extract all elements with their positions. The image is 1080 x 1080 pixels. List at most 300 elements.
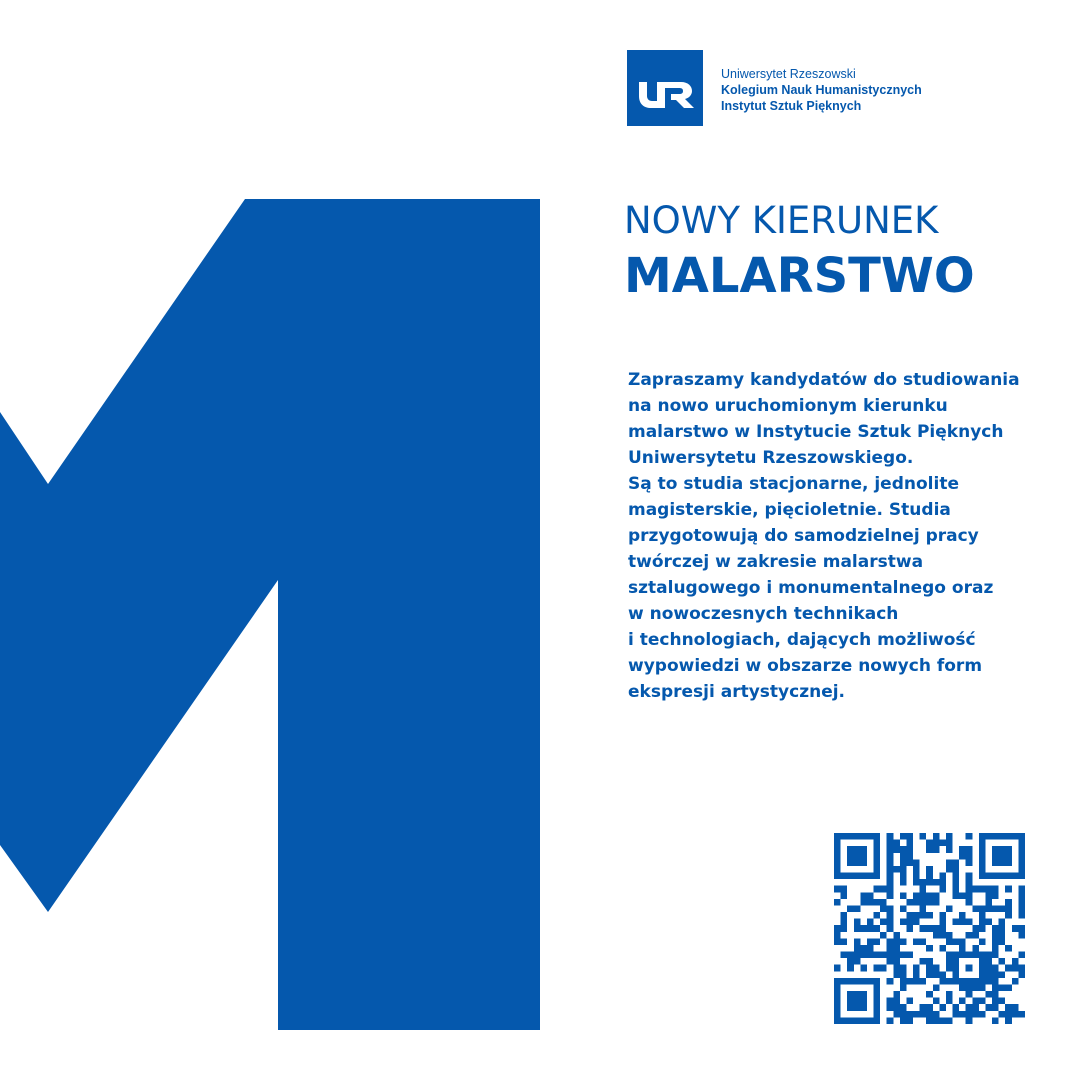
qr-module <box>887 1017 894 1024</box>
qr-module <box>893 945 900 952</box>
qr-module <box>854 945 861 952</box>
qr-module <box>979 905 986 912</box>
qr-module <box>913 978 920 985</box>
qr-module <box>1018 952 1025 959</box>
qr-module <box>979 919 986 926</box>
qr-module <box>966 853 973 860</box>
qr-module <box>854 938 861 945</box>
qr-module <box>847 978 854 985</box>
qr-module <box>979 925 986 932</box>
qr-module <box>946 978 953 985</box>
qr-module <box>900 833 907 840</box>
qr-module <box>999 1011 1006 1018</box>
qr-module <box>953 1011 960 1018</box>
qr-module <box>939 886 946 893</box>
qr-module <box>979 912 986 919</box>
qr-module <box>860 873 867 880</box>
qr-module <box>946 866 953 873</box>
qr-module <box>834 1011 841 1018</box>
qr-module <box>959 978 966 985</box>
qr-module <box>906 925 913 932</box>
qr-module <box>999 846 1006 853</box>
qr-module <box>880 905 887 912</box>
qr-module <box>834 938 841 945</box>
qr-module <box>966 833 973 840</box>
qr-module <box>1018 971 1025 978</box>
qr-module <box>959 1011 966 1018</box>
qr-module <box>834 859 841 866</box>
qr-module <box>854 958 861 965</box>
qr-module <box>893 971 900 978</box>
qr-module <box>1005 1011 1012 1018</box>
qr-module <box>854 853 861 860</box>
qr-module <box>847 833 854 840</box>
qr-module <box>966 952 973 959</box>
qr-module <box>900 919 907 926</box>
qr-module <box>834 965 841 972</box>
qr-module <box>992 984 999 991</box>
description-line: ekspresji artystycznej. <box>628 682 846 702</box>
qr-module <box>860 965 867 972</box>
qr-module <box>985 965 992 972</box>
qr-module <box>953 1004 960 1011</box>
heading <box>624 196 1064 306</box>
qr-module <box>946 833 953 840</box>
qr-module <box>953 952 960 959</box>
qr-module <box>893 1004 900 1011</box>
qr-module <box>926 971 933 978</box>
qr-module <box>946 840 953 847</box>
qr-module <box>1012 978 1019 985</box>
qr-module <box>867 925 874 932</box>
qr-module <box>867 919 874 926</box>
qr-module <box>1005 905 1012 912</box>
qr-module <box>985 1004 992 1011</box>
qr-module <box>1018 859 1025 866</box>
qr-module <box>999 984 1006 991</box>
qr-module <box>920 978 927 985</box>
qr-module <box>874 853 881 860</box>
qr-module <box>841 952 848 959</box>
qr-module <box>847 853 854 860</box>
qr-module <box>900 866 907 873</box>
qr-module <box>1018 833 1025 840</box>
qr-module <box>966 1017 973 1024</box>
description-line: przygotowują do samodzielnej pracy <box>628 526 979 546</box>
qr-module <box>874 978 881 985</box>
description-line: i technologiach, dających możliwość <box>628 630 976 650</box>
qr-module <box>887 925 894 932</box>
qr-module <box>887 912 894 919</box>
qr-module <box>985 833 992 840</box>
qr-module <box>887 905 894 912</box>
qr-module <box>913 899 920 906</box>
qr-module <box>834 925 841 932</box>
qr-module <box>992 952 999 959</box>
qr-module <box>887 1004 894 1011</box>
qr-module <box>893 991 900 998</box>
qr-module <box>985 971 992 978</box>
qr-module <box>920 879 927 886</box>
qr-module <box>841 1017 848 1024</box>
qr-module <box>979 938 986 945</box>
qr-module <box>867 1017 874 1024</box>
qr-module <box>926 1011 933 1018</box>
qr-module <box>847 1017 854 1024</box>
qr-module <box>1018 1011 1025 1018</box>
qr-module <box>1005 873 1012 880</box>
qr-module <box>979 833 986 840</box>
qr-code-icon[interactable] <box>834 833 1025 1024</box>
logo-text <box>721 66 922 114</box>
qr-module <box>860 991 867 998</box>
qr-module <box>939 912 946 919</box>
qr-module <box>841 833 848 840</box>
qr-module <box>1005 833 1012 840</box>
qr-module <box>860 899 867 906</box>
qr-module <box>939 840 946 847</box>
qr-module <box>979 1011 986 1018</box>
qr-module <box>847 846 854 853</box>
qr-module <box>920 899 927 906</box>
qr-module <box>946 998 953 1005</box>
qr-module <box>874 846 881 853</box>
qr-module <box>860 998 867 1005</box>
qr-module <box>874 965 881 972</box>
qr-module <box>874 866 881 873</box>
qr-module <box>860 945 867 952</box>
qr-module <box>946 952 953 959</box>
qr-module <box>854 859 861 866</box>
qr-module <box>893 998 900 1005</box>
qr-module <box>972 1011 979 1018</box>
qr-module <box>920 833 927 840</box>
qr-module <box>1018 886 1025 893</box>
qr-module <box>887 866 894 873</box>
qr-module <box>979 998 986 1005</box>
qr-module <box>972 886 979 893</box>
qr-module <box>841 912 848 919</box>
qr-module <box>926 873 933 880</box>
qr-module <box>860 892 867 899</box>
qr-module <box>913 938 920 945</box>
qr-module <box>900 853 907 860</box>
qr-module <box>1018 892 1025 899</box>
qr-module <box>926 1017 933 1024</box>
heading-title: MALARSTWO <box>624 248 975 304</box>
qr-module <box>874 925 881 932</box>
qr-module <box>874 1017 881 1024</box>
qr-module <box>953 866 960 873</box>
qr-module <box>854 833 861 840</box>
qr-module <box>874 998 881 1005</box>
qr-module <box>854 1004 861 1011</box>
qr-module <box>854 873 861 880</box>
qr-module <box>880 919 887 926</box>
qr-module <box>880 965 887 972</box>
qr-module <box>992 1004 999 1011</box>
qr-module <box>992 978 999 985</box>
qr-module <box>979 846 986 853</box>
ur-logo-icon <box>627 50 703 126</box>
qr-module <box>860 859 867 866</box>
qr-module <box>972 998 979 1005</box>
qr-module <box>887 892 894 899</box>
qr-module <box>979 853 986 860</box>
qr-module <box>1018 925 1025 932</box>
qr-module <box>913 919 920 926</box>
description-line: wypowiedzi w obszarze nowych form <box>628 656 983 676</box>
qr-module <box>966 886 973 893</box>
qr-module <box>946 965 953 972</box>
qr-module <box>946 1017 953 1024</box>
qr-module <box>887 859 894 866</box>
qr-module <box>834 846 841 853</box>
qr-module <box>926 945 933 952</box>
qr-module <box>874 1011 881 1018</box>
qr-module <box>854 998 861 1005</box>
qr-module <box>972 945 979 952</box>
qr-module <box>985 978 992 985</box>
qr-module <box>900 859 907 866</box>
qr-module <box>847 905 854 912</box>
qr-module <box>926 1004 933 1011</box>
qr-module <box>959 938 966 945</box>
qr-module <box>992 833 999 840</box>
qr-module <box>933 965 940 972</box>
qr-module <box>959 846 966 853</box>
qr-module <box>913 879 920 886</box>
qr-module <box>1005 1004 1012 1011</box>
qr-module <box>985 905 992 912</box>
qr-module <box>972 905 979 912</box>
qr-module <box>926 866 933 873</box>
qr-module <box>860 1017 867 1024</box>
qr-module <box>887 840 894 847</box>
qr-module <box>913 912 920 919</box>
qr-module <box>887 873 894 880</box>
qr-module <box>860 978 867 985</box>
qr-module <box>913 873 920 880</box>
qr-module <box>953 879 960 886</box>
qr-module <box>1018 965 1025 972</box>
qr-module <box>834 984 841 991</box>
qr-module <box>900 892 907 899</box>
qr-module <box>966 892 973 899</box>
qr-module <box>926 846 933 853</box>
qr-module <box>887 853 894 860</box>
qr-module <box>920 905 927 912</box>
qr-module <box>992 998 999 1005</box>
qr-module <box>933 899 940 906</box>
qr-module <box>874 938 881 945</box>
qr-module <box>920 958 927 965</box>
qr-module <box>1012 965 1019 972</box>
qr-module <box>874 991 881 998</box>
qr-module <box>992 991 999 998</box>
qr-module <box>933 998 940 1005</box>
qr-module <box>946 846 953 853</box>
qr-module <box>920 1011 927 1018</box>
description-line: Uniwersytetu Rzeszowskiego. <box>628 448 914 468</box>
description-line: twórczej w zakresie malarstwa <box>628 552 924 572</box>
qr-module <box>1018 873 1025 880</box>
qr-module <box>900 938 907 945</box>
qr-module <box>920 938 927 945</box>
qr-module <box>992 892 999 899</box>
qr-module <box>1005 853 1012 860</box>
university-logo <box>627 50 922 126</box>
description-line: w nowoczesnych technikach <box>628 604 899 624</box>
qr-module <box>939 971 946 978</box>
qr-module <box>972 984 979 991</box>
qr-module <box>854 1017 861 1024</box>
qr-module <box>959 945 966 952</box>
qr-module <box>966 846 973 853</box>
qr-module <box>933 879 940 886</box>
qr-module <box>966 859 973 866</box>
qr-module <box>887 952 894 959</box>
qr-module <box>1018 853 1025 860</box>
qr-module <box>867 892 874 899</box>
qr-module <box>867 938 874 945</box>
qr-module <box>1018 840 1025 847</box>
qr-module <box>999 919 1006 926</box>
qr-module <box>841 886 848 893</box>
qr-module <box>979 886 986 893</box>
qr-module <box>953 892 960 899</box>
qr-module <box>933 925 940 932</box>
qr-module <box>906 1017 913 1024</box>
qr-module <box>979 958 986 965</box>
qr-module <box>972 952 979 959</box>
qr-module <box>906 899 913 906</box>
qr-module <box>939 932 946 939</box>
qr-module <box>979 984 986 991</box>
qr-module <box>841 978 848 985</box>
qr-module <box>985 873 992 880</box>
qr-module <box>847 859 854 866</box>
qr-module <box>953 859 960 866</box>
qr-module <box>860 1004 867 1011</box>
qr-module <box>867 899 874 906</box>
qr-module <box>939 925 946 932</box>
qr-module <box>1012 925 1019 932</box>
qr-module <box>874 899 881 906</box>
qr-module <box>920 886 927 893</box>
qr-module <box>1018 866 1025 873</box>
qr-module <box>900 971 907 978</box>
qr-module <box>834 1017 841 1024</box>
qr-module <box>834 840 841 847</box>
qr-module <box>926 965 933 972</box>
qr-module <box>999 833 1006 840</box>
qr-module <box>992 859 999 866</box>
qr-module <box>999 853 1006 860</box>
qr-module <box>900 1011 907 1018</box>
qr-module <box>867 978 874 985</box>
qr-module <box>933 1017 940 1024</box>
qr-module <box>887 833 894 840</box>
qr-module <box>874 912 881 919</box>
qr-module <box>953 919 960 926</box>
qr-module <box>867 945 874 952</box>
qr-module <box>979 859 986 866</box>
qr-module <box>900 873 907 880</box>
qr-module <box>985 892 992 899</box>
qr-module <box>860 833 867 840</box>
qr-module <box>854 905 861 912</box>
qr-module <box>999 932 1006 939</box>
qr-module <box>992 905 999 912</box>
qr-module <box>933 846 940 853</box>
qr-module <box>999 905 1006 912</box>
qr-module <box>926 879 933 886</box>
qr-module <box>867 952 874 959</box>
description-line: magisterskie, pięcioletnie. Studia <box>628 500 951 520</box>
qr-module <box>893 1011 900 1018</box>
qr-module <box>900 1004 907 1011</box>
qr-module <box>992 853 999 860</box>
qr-module <box>1005 899 1012 906</box>
qr-module <box>999 998 1006 1005</box>
qr-module <box>999 873 1006 880</box>
qr-module <box>860 925 867 932</box>
qr-module <box>913 971 920 978</box>
qr-module <box>906 833 913 840</box>
qr-module <box>966 932 973 939</box>
qr-module <box>920 925 927 932</box>
qr-module <box>834 1004 841 1011</box>
qr-module <box>933 833 940 840</box>
qr-module <box>1005 912 1012 919</box>
qr-module <box>933 984 940 991</box>
qr-module <box>887 998 894 1005</box>
qr-module <box>979 978 986 985</box>
qr-module <box>906 853 913 860</box>
qr-module <box>854 991 861 998</box>
qr-module <box>992 886 999 893</box>
qr-module <box>900 978 907 985</box>
qr-module <box>834 998 841 1005</box>
qr-module <box>834 833 841 840</box>
qr-module <box>874 859 881 866</box>
qr-module <box>946 938 953 945</box>
qr-module <box>966 919 973 926</box>
qr-module <box>926 912 933 919</box>
qr-module <box>860 846 867 853</box>
qr-module <box>887 886 894 893</box>
description-line: malarstwo w Instytucie Sztuk Pięknych <box>628 422 1004 442</box>
qr-module <box>1005 1017 1012 1024</box>
qr-module <box>841 892 848 899</box>
qr-module <box>992 945 999 952</box>
qr-module <box>847 998 854 1005</box>
qr-module <box>992 873 999 880</box>
qr-module <box>999 938 1006 945</box>
qr-module <box>966 965 973 972</box>
qr-module <box>854 978 861 985</box>
qr-module <box>847 958 854 965</box>
logo-institute-name: Instytut Sztuk Pięknych <box>721 99 862 113</box>
qr-module <box>966 873 973 880</box>
qr-module <box>906 1011 913 1018</box>
qr-module <box>959 912 966 919</box>
qr-module <box>959 919 966 926</box>
qr-module <box>887 846 894 853</box>
qr-module <box>847 1004 854 1011</box>
qr-module <box>887 958 894 965</box>
